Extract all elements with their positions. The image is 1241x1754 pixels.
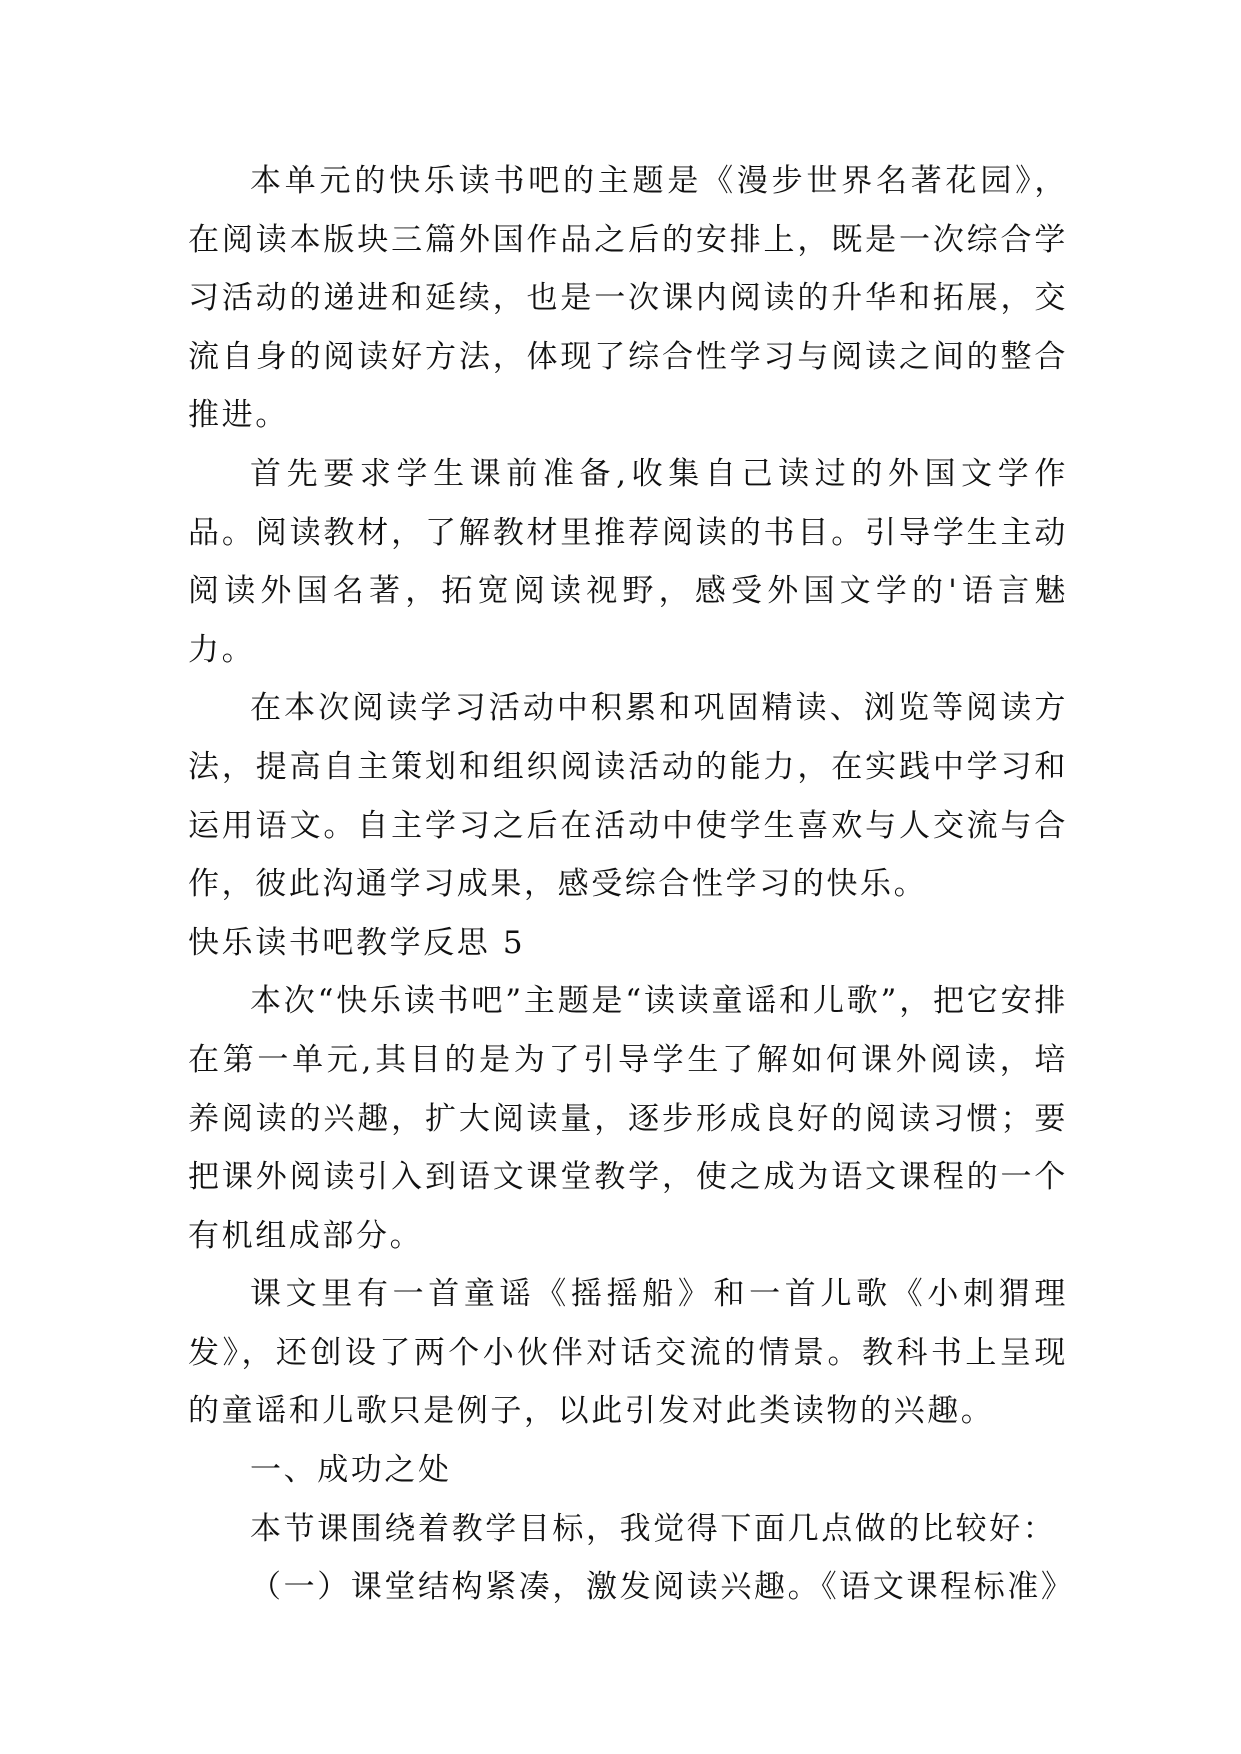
paragraph-summary: 本节课围绕着教学目标，我觉得下面几点做的比较好： [250,1510,1057,1547]
document-body [188,152,1075,1617]
subheading-success: 一、成功之处 [250,1452,452,1489]
paragraph-texts: 课文里有一首童谣《摇摇船》和一首儿歌《小刺猬理发》，还创设了两个小伙伴对话交流的情景。教科书上呈现的童谣和儿歌只是例子，以此引发对此类读物的兴趣。 [188,1276,1068,1430]
paragraph-theme: 本单元的快乐读书吧的主题是《漫步世界名著花园》，在阅读本版块三篇外国作品之后的安排上，既是一次综合学习活动的递进和延续，也是一次课内阅读的升华和拓展，交流自身的阅读好方法，体现了综合性学习与阅读之间的整合推进。 [188,163,1068,434]
paragraph-activity: 在本次阅读学习活动中积累和巩固精读、浏览等阅读方法，提高自主策划和组织阅读活动的能力，在实践中学习和运用语文。自主学习之后在活动中使学生喜欢与人交流与合作，彼此沟通学习成果，感受综合性学习的快乐。 [188,690,1068,903]
section-heading: 快乐读书吧教学反思 5 [188,924,526,961]
paragraph-point-one: （一）课堂结构紧凑，激发阅读兴趣。《语文课程标准》 [250,1569,1075,1606]
paragraph-preparation: 首先要求学生课前准备,收集自己读过的外国文学作品。阅读教材，了解教材里推荐阅读的书目。引导学生主动阅读外国名著，拓宽阅读视野，感受外国文学的'语言魅力。 [188,455,1068,668]
paragraph-topic: 本次“快乐读书吧”主题是“读读童谣和儿歌”，把它安排在第一单元,其目的是为了引导学生了解如何课外阅读，培养阅读的兴趣，扩大阅读量，逐步形成良好的阅读习惯；要把课外阅读引入到语文课堂教学，使之成为语文课程的一个有机组成部分。 [188,983,1068,1254]
